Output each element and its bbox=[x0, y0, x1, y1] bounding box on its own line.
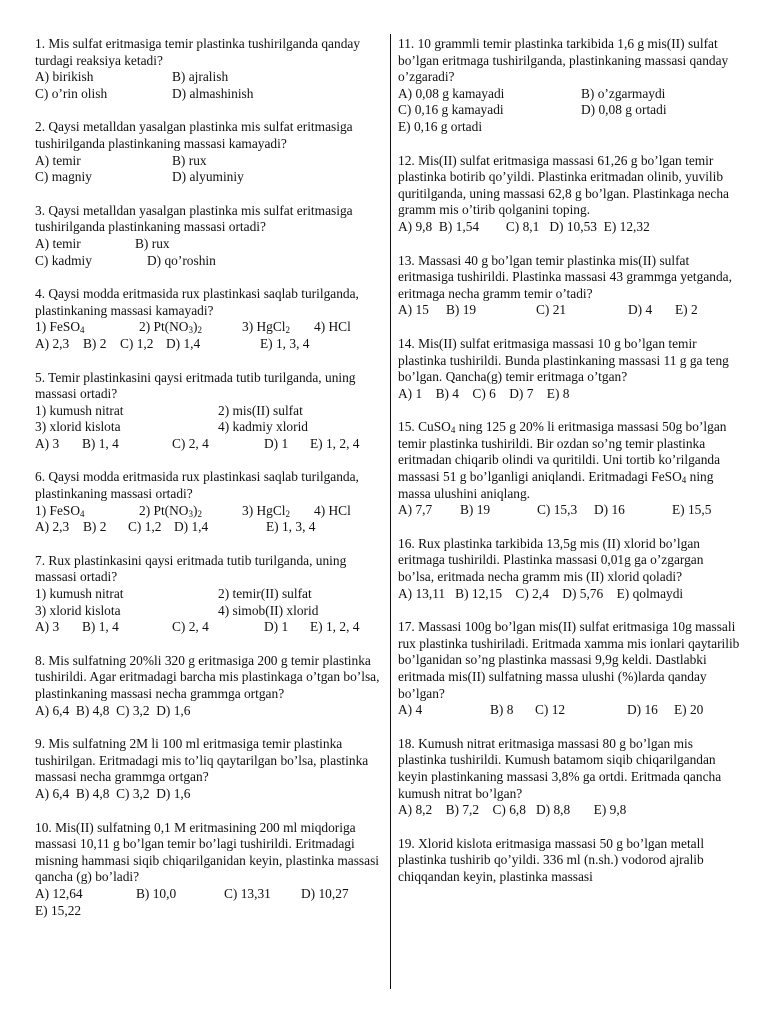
q17-option-e: E) 20 bbox=[674, 702, 704, 718]
q5-option-e: E) 1, 2, 4 bbox=[310, 435, 360, 451]
q3-option-c: C) kadmiy bbox=[35, 252, 92, 268]
q6-option-a: A) 2,3 bbox=[35, 519, 70, 535]
question-9 bbox=[35, 736, 385, 802]
question-12-stem: 12. Mis(II) sulfat eritmasiga massasi 61,26 g bo’lgan temir plastinka botirib qo’yildi. Plastinka eritmadan olinib, yuvilib quritilganda, uning massasi 62,8 g bo’lgan. Plastinkaga necha gramm mis o’tirib qolganini toping. bbox=[398, 152, 729, 218]
question-3-stem: 3. Qaysi metalldan yasalgan plastinka mis sulfat eritmasiga tushirilganda plastinkaning massasi ortadi? bbox=[35, 202, 353, 235]
q4-item-2: 2) $Pt(NO_3)_2$ bbox=[139, 319, 202, 336]
question-5-stem: 5. Temir plastinkasini qaysi eritmada tutib turilganda, uning massasi ortadi? bbox=[35, 369, 356, 402]
q17-option-c: C) 12 bbox=[535, 702, 566, 718]
left-column bbox=[35, 36, 385, 936]
q5-option-b: B) 1, 4 bbox=[82, 435, 119, 451]
q4-option-c: C) 1,2 bbox=[120, 335, 154, 351]
q1-option-a: A) birikish bbox=[35, 69, 94, 85]
q5-option-d: D) 1 bbox=[264, 435, 289, 451]
q4-item-4: 4) HCl bbox=[314, 319, 351, 335]
q17-option-d: D) 16 bbox=[627, 702, 658, 718]
q10-option-a: A) 12,64 bbox=[35, 885, 83, 901]
question-1 bbox=[35, 36, 385, 102]
q6-option-b: B) 2 bbox=[83, 519, 107, 535]
question-2 bbox=[35, 119, 385, 185]
q6-item-2: 2) $Pt(NO_3)_2$ bbox=[139, 502, 202, 519]
q10-option-b: B) 10,0 bbox=[136, 885, 177, 901]
q5-item-4: 4) kadmiy xlorid bbox=[218, 419, 309, 435]
right-column bbox=[398, 36, 740, 903]
question-10-stem: 10. Mis(II) sulfatning 0,1 M eritmasining 200 ml miqdoriga massasi 10,11 g bo’lgan temir bo’lagi tushirildi. Eritmadagi misning hammasi siqib chiqarilganidan keyin, plastinka massasi qancha (g) bo’ladi? bbox=[35, 819, 380, 885]
q18-options: A) 8,2 B) 7,2 C) 6,8 D) 8,8 E) 9,8 bbox=[398, 802, 627, 818]
question-18 bbox=[398, 736, 740, 819]
q13-option-a: A) 15 bbox=[398, 302, 429, 318]
q11-option-a: A) 0,08 g kamayadi bbox=[398, 85, 505, 101]
q7-option-a: A) 3 bbox=[35, 619, 60, 635]
q8-options: A) 6,4 B) 4,8 C) 3,2 D) 1,6 bbox=[35, 702, 191, 718]
question-17-stem: 17. Massasi 100g bo’lgan mis(II) sulfat eritmasiga 10g massali rux plastinka tushiriladi. Eritmada xamma mis ionlari qaytarilib bo’lganidan so’ng plastinka massasi 9,9g keldi. Dastlabki eritmada mis(II) sulfatning massa ulushi (%)larda qanday bo’lgan? bbox=[398, 619, 740, 701]
q10-option-c: C) 13,31 bbox=[224, 885, 271, 901]
question-8 bbox=[35, 653, 385, 719]
q11-option-b: B) o’zgarmaydi bbox=[581, 85, 666, 101]
question-17 bbox=[398, 619, 740, 719]
question-13 bbox=[398, 253, 740, 319]
question-16-stem: 16. Rux plastinka tarkibida 13,5g mis (II) xlorid bo’lgan eritmaga tushirildi. Plastinka massasi 0,01g ga o’zgargan bo’lsa, eritmada necha gramm mis (II) xlorid qoladi? bbox=[398, 535, 704, 585]
q5-item-3: 3) xlorid kislota bbox=[35, 419, 121, 435]
question-7 bbox=[35, 553, 385, 636]
q7-option-b: B) 1, 4 bbox=[82, 619, 119, 635]
column-divider bbox=[390, 34, 391, 989]
q12-options: A) 9,8 B) 1,54 C) 8,1 D) 10,53 E) 12,32 bbox=[398, 218, 650, 234]
question-4 bbox=[35, 286, 385, 352]
question-12 bbox=[398, 153, 740, 236]
q13-option-b: B) 19 bbox=[446, 302, 477, 318]
q2-option-a: A) temir bbox=[35, 152, 81, 168]
q15-option-b: B) 19 bbox=[460, 502, 491, 518]
q13-option-e: E) 2 bbox=[675, 302, 698, 318]
q15-option-e: E) 15,5 bbox=[672, 502, 712, 518]
q7-item-4: 4) simob(II) xlorid bbox=[218, 602, 319, 618]
q1-option-b: B) ajralish bbox=[172, 69, 229, 85]
q4-item-1: 1) FeSO$_4$ bbox=[35, 319, 85, 336]
q15-option-c: C) 15,3 bbox=[537, 502, 578, 518]
question-11-stem: 11. 10 grammli temir plastinka tarkibida 1,6 g mis(II) sulfat bo’lgan eritmaga tushirilganda, plastinkaning massasi qanday o’zgaradi? bbox=[398, 36, 729, 85]
question-2-stem: 2. Qaysi metalldan yasalgan plastinka mis sulfat eritmasiga tushirilganda plastinkaning massasi kamayadi? bbox=[35, 119, 353, 151]
q7-item-1: 1) kumush nitrat bbox=[35, 586, 124, 602]
q5-item-2: 2) mis(II) sulfat bbox=[218, 402, 303, 418]
question-6 bbox=[35, 469, 385, 535]
q7-option-e: E) 1, 2, 4 bbox=[310, 619, 360, 635]
q11-option-d: D) 0,08 g ortadi bbox=[581, 102, 667, 118]
q7-option-d: D) 1 bbox=[264, 619, 289, 635]
q10-option-e: E) 15,22 bbox=[35, 902, 82, 918]
q4-item-3: 3) HgCl$_2$ bbox=[242, 319, 291, 336]
question-13-stem: 13. Massasi 40 g bo’lgan temir plastinka mis(II) sulfat eritmasiga tushirildi. Plastinka massasi 43 grammga yetganda, eritmaga necha gramm temir o’tadi? bbox=[398, 252, 732, 301]
q4-option-a: A) 2,3 bbox=[35, 335, 70, 351]
q14-options: A) 1 B) 4 C) 6 D) 7 E) 8 bbox=[398, 385, 570, 401]
question-10 bbox=[35, 820, 385, 920]
q3-option-d: D) qo’roshin bbox=[147, 252, 216, 268]
q7-item-3: 3) xlorid kislota bbox=[35, 602, 121, 618]
question-19 bbox=[398, 836, 740, 886]
question-9-stem: 9. Mis sulfatning 2M li 100 ml eritmasiga temir plastinka tushirilgan. Eritmadagi mis to’liq qaytarilgan bo’lsa, plastinka massasi necha grammga ortgan? bbox=[35, 736, 369, 785]
question-15-stem: 15. CuSO$_4$ ning 125 g 20% li eritmasiga massasi 50g bo’lgan temir plastinka tushirildi. Bir ozdan so’ng temir plastinka eritmadan chiqarib olindi va quritildi. Uni tortib ko’rilganda massasi 51 g bo’lganligi aniqlandi. Eritmadagi FeSO$_4$ ning massa ulushini aniqlang. bbox=[398, 419, 727, 501]
question-15 bbox=[398, 419, 740, 519]
q4-option-d: D) 1,4 bbox=[166, 335, 201, 351]
q15-option-d: D) 16 bbox=[594, 502, 625, 518]
q5-option-c: C) 2, 4 bbox=[172, 435, 209, 451]
q6-option-d: D) 1,4 bbox=[174, 519, 209, 535]
question-14 bbox=[398, 336, 740, 402]
q4-option-e: E) 1, 3, 4 bbox=[260, 335, 310, 351]
question-19-stem: 19. Xlorid kislota eritmasiga massasi 50 g bo’lgan metall plastinka tushirib qo’yildi. 336 ml (n.sh.) vodorod ajralib chiqqandan keyin, plastinka massasi bbox=[398, 835, 705, 884]
q16-options: A) 13,11 B) 12,15 C) 2,4 D) 5,76 E) qolmaydi bbox=[398, 585, 684, 601]
q6-option-e: E) 1, 3, 4 bbox=[266, 519, 316, 535]
q5-item-1: 1) kumush nitrat bbox=[35, 402, 124, 418]
q11-option-c: C) 0,16 g kamayadi bbox=[398, 102, 504, 118]
q9-options: A) 6,4 B) 4,8 C) 3,2 D) 1,6 bbox=[35, 785, 191, 801]
question-1-stem: 1. Mis sulfat eritmasiga temir plastinka tushirilganda qanday turdagi reaksiya ketadi? bbox=[35, 36, 361, 68]
question-11 bbox=[398, 36, 740, 136]
q1-option-c: C) o’rin olish bbox=[35, 85, 108, 101]
question-7-stem: 7. Rux plastinkasini qaysi eritmada tutib turilganda, uning massasi ortadi? bbox=[35, 552, 347, 585]
question-5 bbox=[35, 370, 385, 453]
question-18-stem: 18. Kumush nitrat eritmasiga massasi 80 g bo’lgan mis plastinka tushirildi. Kumush batamom siqib chiqarilgandan keyin plastinkaning massasi 3,8% ga ortdi. Eritmada qancha kumush nitrat bo’lgan? bbox=[398, 735, 722, 801]
q10-option-d: D) 10,27 bbox=[301, 885, 349, 901]
q6-option-c: C) 1,2 bbox=[128, 519, 162, 535]
q2-option-d: D) alyuminiy bbox=[172, 169, 244, 185]
q4-option-b: B) 2 bbox=[83, 335, 107, 351]
q17-option-b: B) 8 bbox=[490, 702, 514, 718]
q3-option-b: B) rux bbox=[135, 235, 170, 251]
q17-option-a: A) 4 bbox=[398, 702, 423, 718]
q2-option-c: C) magniy bbox=[35, 169, 92, 185]
question-3 bbox=[35, 203, 385, 269]
q13-option-c: C) 21 bbox=[536, 302, 567, 318]
q7-item-2: 2) temir(II) sulfat bbox=[218, 586, 312, 602]
question-4-stem: 4. Qaysi modda eritmasida rux plastinkasi saqlab turilganda, plastinkaning massasi kamayadi? bbox=[35, 286, 359, 318]
question-14-stem: 14. Mis(II) sulfat eritmasiga massasi 10 g bo’lgan temir plastinka tushirildi. Bunda plastinkaning massasi 11 g ga teng bo’lgan. Qancha(g) temir eritmaga o’tgan? bbox=[398, 335, 729, 385]
q13-option-d: D) 4 bbox=[628, 302, 653, 318]
q6-item-1: 1) FeSO$_4$ bbox=[35, 502, 85, 519]
question-6-stem: 6. Qaysi modda eritmasida rux plastinkasi saqlab turilganda, plastinkaning massasi ortadi? bbox=[35, 469, 359, 502]
q7-option-c: C) 2, 4 bbox=[172, 619, 209, 635]
q5-option-a: A) 3 bbox=[35, 435, 60, 451]
q6-item-4: 4) HCl bbox=[314, 502, 351, 518]
q3-option-a: A) temir bbox=[35, 235, 81, 251]
question-16 bbox=[398, 536, 740, 602]
q6-item-3: 3) HgCl$_2$ bbox=[242, 502, 291, 519]
q1-option-d: D) almashinish bbox=[172, 85, 254, 101]
q2-option-b: B) rux bbox=[172, 152, 207, 168]
question-8-stem: 8. Mis sulfatning 20%li 320 g eritmasiga 200 g temir plastinka tushirildi. Agar eritmadagi barcha mis plastinkaga o’tgan bo’lsa, plastinkaning massasi necha grammga ortgan? bbox=[35, 652, 380, 701]
q15-option-a: A) 7,7 bbox=[398, 502, 433, 518]
q11-option-e: E) 0,16 g ortadi bbox=[398, 118, 483, 134]
